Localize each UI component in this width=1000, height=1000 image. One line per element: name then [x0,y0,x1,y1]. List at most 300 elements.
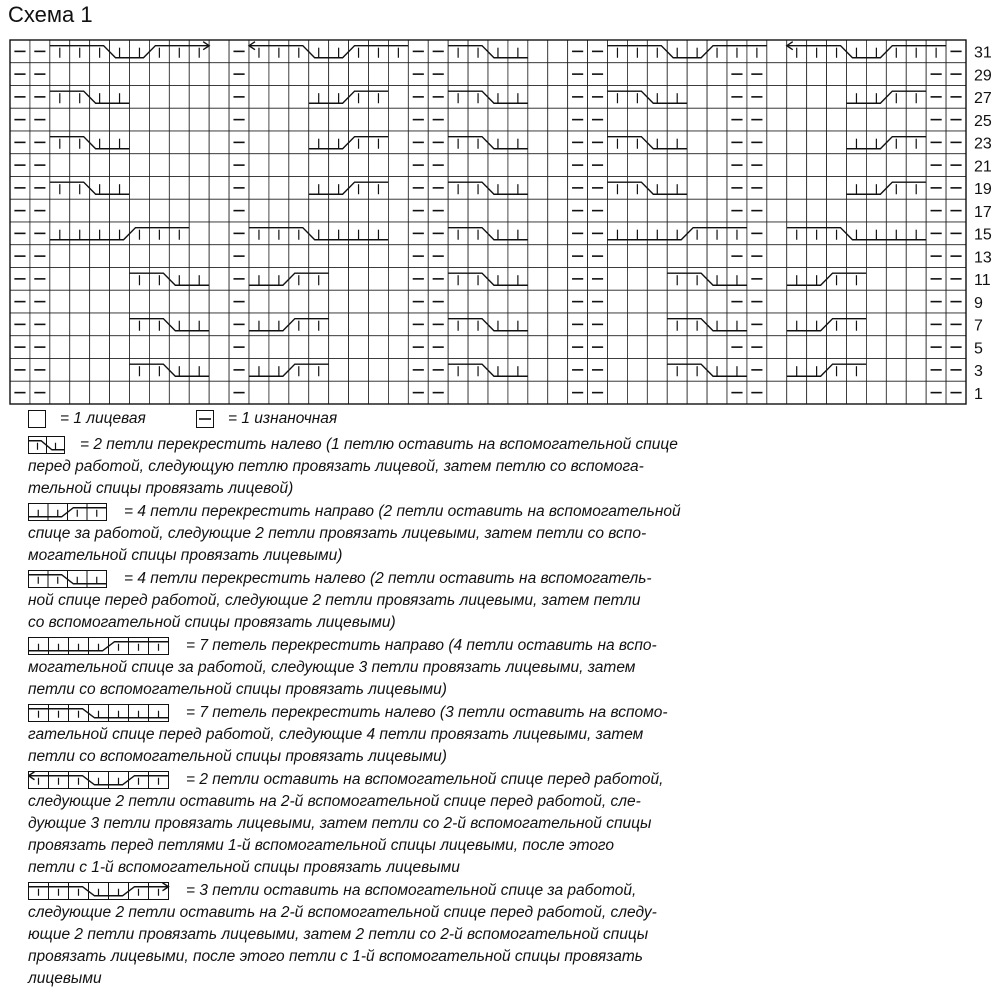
legend-item-text-cont: петли со вспомогательной спицы провязать лицевыми) [28,748,447,765]
chart-cell [269,108,289,131]
chart-cell [528,177,548,200]
chart-cell [827,131,847,154]
chart-title: Схема 1 [8,2,93,27]
chart-cell [508,63,528,86]
chart-cell [369,154,389,177]
chart-cell [807,131,827,154]
chart-cell [149,154,169,177]
chart-cell [209,40,229,63]
chart-cell [149,199,169,222]
chart-cell [528,86,548,109]
legend-item-text: = 3 петли оставить на вспомогательной спице за работой, [186,882,637,899]
chart-cell [149,177,169,200]
chart-cell [787,63,807,86]
chart-cell [767,40,787,63]
chart-cell [329,63,349,86]
chart-cell [369,268,389,291]
chart-cell [886,108,906,131]
chart-cell [349,268,369,291]
row-number: 27 [974,90,992,108]
chart-cell [548,154,568,177]
chart-cell [687,131,707,154]
chart-cell [329,268,349,291]
chart-cell [548,199,568,222]
chart-cell [787,154,807,177]
chart-cell [70,154,90,177]
chart-cell [886,245,906,268]
chart-cell [369,336,389,359]
chart-cell [70,381,90,404]
chart-cell [807,245,827,268]
row-number: 15 [974,226,992,244]
chart-cell [50,336,70,359]
chart-cell [608,245,628,268]
chart-cell [169,154,189,177]
chart-cell [707,63,727,86]
chart-cell [349,290,369,313]
chart-cell [50,154,70,177]
chart-cell [189,222,209,245]
chart-cell [627,154,647,177]
chart-cell [647,199,667,222]
chart-cell [548,108,568,131]
chart-cell [329,290,349,313]
chart-cell [787,131,807,154]
legend-item-text-cont: лицевыми [28,970,102,987]
chart-cell [906,63,926,86]
chart-cell [249,290,269,313]
chart-cell [209,268,229,291]
chart-cell [189,177,209,200]
cable-legend-icon [28,882,178,902]
chart-cell [767,154,787,177]
knitting-chart [0,0,1000,408]
chart-cell [309,381,329,404]
chart-cell [388,381,408,404]
chart-cell [827,86,847,109]
chart-cell [647,381,667,404]
chart-cell [349,381,369,404]
chart-cell [847,199,867,222]
chart-cell [110,63,130,86]
chart-cell [687,86,707,109]
chart-cell [448,245,468,268]
chart-cell [906,359,926,382]
chart-cell [548,177,568,200]
chart-cell [209,154,229,177]
chart-cell [807,381,827,404]
row-number: 21 [974,158,992,176]
chart-cell [548,63,568,86]
chart-cell [667,290,687,313]
chart-cell [50,245,70,268]
chart-cell [866,199,886,222]
chart-cell [488,381,508,404]
chart-cell [289,131,309,154]
chart-cell [289,177,309,200]
chart-cell [169,199,189,222]
cable-legend-icon [28,436,72,456]
chart-cell [608,63,628,86]
chart-cell [488,245,508,268]
legend-item-text: = 4 петли перекрестить налево (2 петли оставить на вспомогатель- [124,570,652,587]
chart-cell [90,199,110,222]
chart-cell [448,290,468,313]
chart-cell [886,154,906,177]
chart-cell [329,245,349,268]
chart-cell [827,381,847,404]
chart-cell [647,359,667,382]
chart-cell [169,63,189,86]
chart-cell [388,245,408,268]
chart-cell [130,381,150,404]
chart-cell [767,245,787,268]
legend-item-text-cont: перед работой, следующую петлю провязать лицевой, затем петлю со вспомога- [28,458,644,475]
chart-cell [189,290,209,313]
chart-cell [448,336,468,359]
chart-cell [369,245,389,268]
chart-cell [309,290,329,313]
chart-cell [130,177,150,200]
chart-cell [827,199,847,222]
chart-cell [508,108,528,131]
chart-cell [289,381,309,404]
chart-cell [309,63,329,86]
chart-cell [767,222,787,245]
legend-item-text-cont: ной спице перед работой, следующие 2 петли провязать лицевыми, затем петли [28,592,641,609]
chart-cell [807,199,827,222]
chart-cell [687,199,707,222]
chart-cell [309,336,329,359]
chart-cell [528,40,548,63]
chart-cell [847,381,867,404]
chart-cell [707,86,727,109]
chart-cell [687,154,707,177]
chart-cell [448,108,468,131]
chart-cell [269,336,289,359]
chart-cell [388,154,408,177]
legend-item-text-cont: следующие 2 петли оставить на 2-й вспомогательной спице перед работой, следу- [28,904,657,921]
chart-cell [906,381,926,404]
chart-cell [906,245,926,268]
chart-cell [707,131,727,154]
chart-cell [269,154,289,177]
chart-cell [827,108,847,131]
chart-cell [528,268,548,291]
chart-cell [667,381,687,404]
chart-cell [528,108,548,131]
chart-cell [886,359,906,382]
chart-cell [90,268,110,291]
chart-cell [866,154,886,177]
chart-cell [627,108,647,131]
chart-cell [289,199,309,222]
chart-cell [209,108,229,131]
row-number: 7 [974,317,983,335]
chart-cell [627,336,647,359]
chart-cell [468,245,488,268]
chart-cell [767,268,787,291]
chart-cell [90,381,110,404]
chart-cell [906,268,926,291]
chart-cell [886,199,906,222]
chart-cell [866,290,886,313]
row-number: 29 [974,67,992,85]
chart-cell [627,268,647,291]
chart-cell [130,63,150,86]
chart-cell [70,245,90,268]
chart-cell [269,86,289,109]
chart-cell [388,199,408,222]
chart-cell [70,199,90,222]
cable-legend-icon [28,503,116,523]
chart-cell [667,108,687,131]
chart-cell [149,336,169,359]
cable-legend-icon [28,771,178,791]
chart-cell [130,290,150,313]
chart-cell [767,313,787,336]
chart-cell [149,108,169,131]
chart-cell [827,245,847,268]
row-number: 11 [974,272,991,290]
chart-cell [687,336,707,359]
chart-cell [667,154,687,177]
chart-cell [50,381,70,404]
chart-cell [488,199,508,222]
chart-cell [608,359,628,382]
chart-cell [448,381,468,404]
chart-cell [349,245,369,268]
chart-cell [90,63,110,86]
chart-cell [70,108,90,131]
chart-cell [269,199,289,222]
row-number: 17 [974,203,992,221]
chart-cell [468,154,488,177]
chart-cell [329,199,349,222]
chart-cell [787,336,807,359]
chart-cell [827,177,847,200]
chart-cell [169,381,189,404]
chart-cell [369,63,389,86]
chart-cell [388,63,408,86]
chart-cell [548,40,568,63]
chart-cell [608,199,628,222]
chart-cell [70,359,90,382]
legend-item-text-cont: спице за работой, следующие 2 петли провязать лицевыми, затем петли со вспо- [28,525,647,542]
chart-cell [548,222,568,245]
chart-cell [468,108,488,131]
chart-cell [209,381,229,404]
chart-cell [488,154,508,177]
chart-cell [289,245,309,268]
chart-cell [388,268,408,291]
chart-cell [110,245,130,268]
chart-cell [70,268,90,291]
chart-cell [528,381,548,404]
chart-cell [528,313,548,336]
chart-cell [886,313,906,336]
chart-cell [50,199,70,222]
chart-cell [169,177,189,200]
chart-cell [528,336,548,359]
row-number: 3 [974,363,983,381]
chart-cell [548,359,568,382]
chart-cell [647,290,667,313]
chart-cell [249,108,269,131]
chart-cell [767,290,787,313]
chart-cell [329,154,349,177]
chart-cell [866,336,886,359]
chart-cell [827,63,847,86]
legend-knit-label: = 1 лицевая [60,410,146,427]
chart-cell [189,108,209,131]
chart-cell [647,313,667,336]
chart-cell [667,199,687,222]
chart-cell [70,63,90,86]
chart-cell [189,63,209,86]
chart-cell [50,268,70,291]
chart-cell [110,381,130,404]
chart-cell [608,381,628,404]
chart-cell [528,359,548,382]
chart-cell [608,268,628,291]
knit-symbol-icon [28,410,48,428]
legend-item-text-cont: со вспомогательной спицы провязать лицевыми) [28,614,396,631]
chart-cell [647,245,667,268]
chart-cell [847,290,867,313]
chart-cell [289,108,309,131]
chart-cell [90,154,110,177]
chart-cell [309,108,329,131]
chart-cell [349,199,369,222]
chart-cell [667,336,687,359]
chart-cell [369,359,389,382]
chart-cell [827,290,847,313]
chart-cell [707,381,727,404]
legend-item-text-cont: провязать перед петлями 1-й вспомогательной спицы лицевыми, после этого [28,837,615,854]
cable-legend-icon [28,637,178,657]
chart-cell [608,336,628,359]
chart-cell [249,336,269,359]
chart-cell [468,290,488,313]
chart-cell [707,290,727,313]
row-number: 19 [974,181,992,199]
chart-cell [249,86,269,109]
chart-cell [528,290,548,313]
chart-cell [189,245,209,268]
row-number: 31 [974,44,992,62]
chart-cell [608,290,628,313]
chart-cell [269,63,289,86]
chart-cell [209,86,229,109]
chart-cell [349,63,369,86]
chart-cell [209,222,229,245]
chart-cell [767,359,787,382]
legend-item-text-cont: следующие 2 петли оставить на 2-й вспомогательной спице перед работой, сле- [28,793,641,810]
chart-cell [388,108,408,131]
chart-cell [707,336,727,359]
chart-cell [548,336,568,359]
chart-cell [548,86,568,109]
chart-cell [787,177,807,200]
chart-cell [209,290,229,313]
chart-cell [209,177,229,200]
chart-cell [130,108,150,131]
chart-cell [388,290,408,313]
cable-legend-icon [28,704,178,724]
chart-cell [827,154,847,177]
chart-cell [687,290,707,313]
chart-cell [627,245,647,268]
chart-cell [309,199,329,222]
chart-cell [369,313,389,336]
legend-purl-label: = 1 изнаночная [228,410,338,427]
chart-cell [189,154,209,177]
legend-item-text-cont: тельной спицы провязать лицевой) [28,480,294,497]
chart-cell [289,290,309,313]
chart-cell [329,336,349,359]
chart-cell [508,154,528,177]
chart-cell [787,381,807,404]
chart-cell [767,177,787,200]
chart-cell [807,63,827,86]
chart-cell [249,177,269,200]
legend-item-text-cont: провязать лицевыми, после этого петли с 1-й вспомогательной спицы провязать [28,948,643,965]
chart-cell [169,131,189,154]
chart-cell [548,381,568,404]
chart-cell [329,313,349,336]
chart-cell [667,245,687,268]
chart-cell [329,359,349,382]
chart-cell [866,63,886,86]
chart-cell [767,336,787,359]
chart-cell [329,108,349,131]
chart-cell [110,268,130,291]
chart-cell [627,199,647,222]
row-number: 1 [974,385,983,403]
chart-cell [707,154,727,177]
chart-cell [169,108,189,131]
chart-cell [369,290,389,313]
chart-cell [647,63,667,86]
chart-cell [906,199,926,222]
chart-cell [269,177,289,200]
legend-item-text: = 2 петли оставить на вспомогательной спице перед работой, [186,771,664,788]
chart-cell [807,108,827,131]
legend-item-text-cont: петли с 1-й вспомогательной спицы провязать лицевыми [28,859,460,876]
chart-cell [289,63,309,86]
legend-item-text-cont: могательной спицы провязать лицевыми) [28,547,343,564]
chart-cell [90,108,110,131]
chart-cell [548,131,568,154]
chart-cell [468,336,488,359]
chart-cell [189,336,209,359]
chart-cell [189,199,209,222]
chart-cell [807,336,827,359]
chart-cell [169,290,189,313]
chart-cell [50,359,70,382]
chart-cell [349,154,369,177]
chart-cell [388,222,408,245]
chart-cell [528,199,548,222]
chart-cell [90,290,110,313]
chart-cell [448,63,468,86]
chart-cell [667,63,687,86]
chart-cell [90,313,110,336]
chart-cell [209,313,229,336]
chart-cell [866,313,886,336]
chart-cell [169,86,189,109]
